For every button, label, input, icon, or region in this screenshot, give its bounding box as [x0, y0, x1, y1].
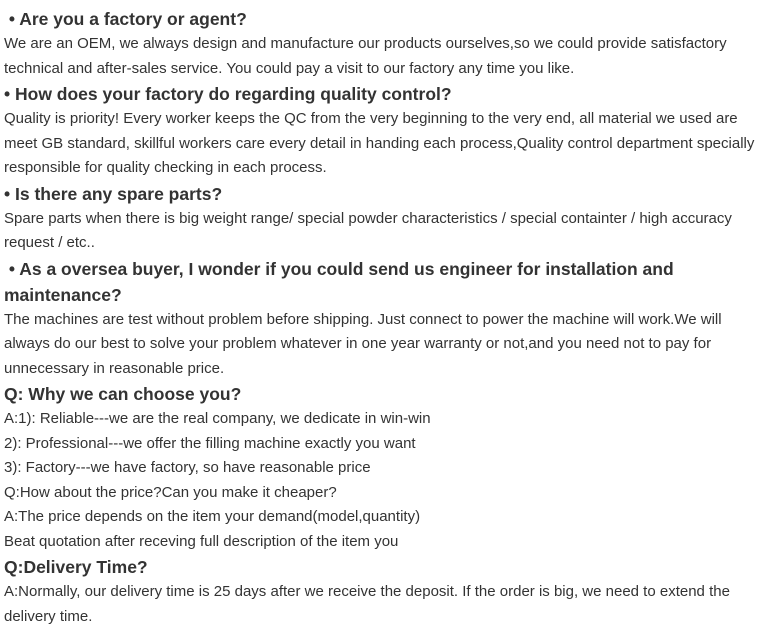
- faq-answer-line: Q:How about the price?Can you make it cheaper?: [4, 483, 337, 501]
- faq-answer-line: 2): Professional---we offer the filling machine exactly you want: [4, 434, 416, 452]
- faq-item-quality-control: [4, 81, 756, 181]
- faq-question: • Are you a factory or agent?: [4, 9, 247, 29]
- faq-item-factory-or-agent: [4, 6, 756, 81]
- faq-answer: Quality is priority! Every worker keeps the QC from the very beginning to the very end, all material we used are meet GB standard, skillful workers care every detail in handing each process,Quality control department specially responsible for quality checking in each process.: [4, 110, 755, 176]
- faq-question: • How does your factory do regarding quality control?: [4, 84, 452, 104]
- faq-answer-line: A:The price depends on the item your demand(model,quantity): [4, 508, 421, 525]
- faq-question: • As a oversea buyer, I wonder if you could send us engineer for installation and maintenance?: [4, 258, 679, 305]
- faq-section: [4, 6, 756, 629]
- faq-item-engineer-installation: [4, 256, 756, 382]
- faq-answer-line: Beat quotation after receving full description of the item you: [4, 532, 399, 550]
- faq-answer-line: 3): Factory---we have factory, so have reasonable price: [4, 459, 371, 476]
- faq-answer: Spare parts when there is big weight range/ special powder characteristics / special containter / high accuracy request / etc..: [4, 209, 732, 251]
- faq-item-spare-parts: [4, 181, 756, 256]
- faq-item-delivery-time: [4, 554, 756, 629]
- faq-item-why-choose-us: [4, 381, 756, 554]
- faq-answer: A:Normally, our delivery time is 25 days after we receive the deposit. If the order is big, we need to extend the delivery time.: [4, 583, 730, 625]
- faq-answer-line: A:1): Reliable---we are the real company, we dedicate in win-win: [4, 410, 431, 427]
- faq-answer: The machines are test without problem before shipping. Just connect to power the machine will work.We will always do our best to solve your problem whatever in one year warranty or not,and you need not to pay for unnecessary in reasonable price.: [4, 310, 722, 377]
- faq-question: Q: Why we can choose you?: [4, 384, 242, 404]
- faq-question: Q:Delivery Time?: [4, 557, 148, 577]
- faq-question: • Is there any spare parts?: [4, 183, 223, 204]
- faq-answer: We are an OEM, we always design and manufacture our products ourselves,so we could provide satisfactory technical and after-sales service. You could pay a visit to our factory any time you like.: [4, 35, 727, 77]
